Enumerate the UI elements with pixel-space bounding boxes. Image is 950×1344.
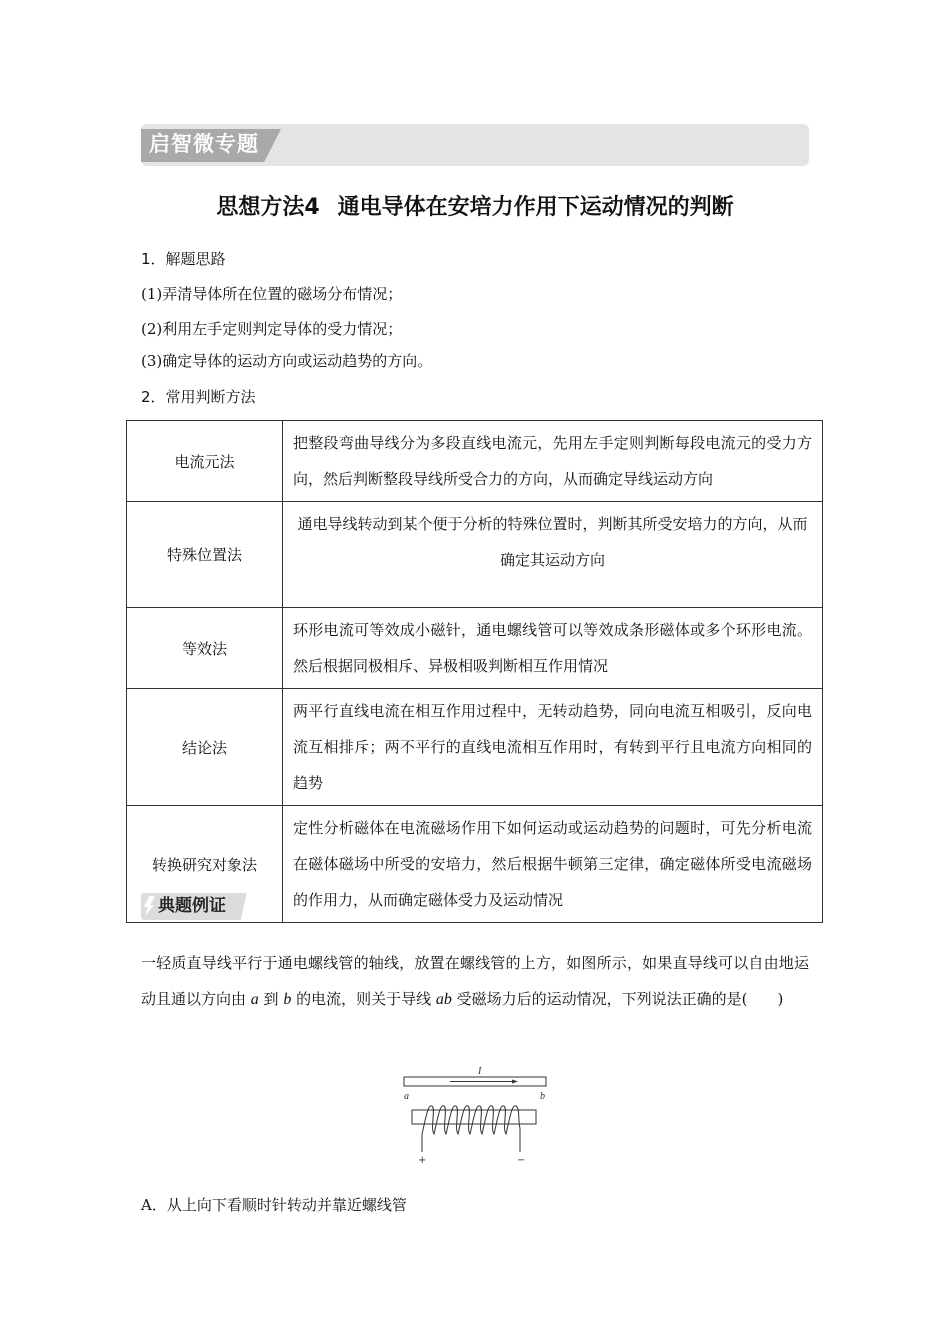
method-desc: 环形电流可等效成小磁针，通电螺线管可以等效成条形磁体或多个环形电流。然后根据同极相斥、异极相吸判断相互作用情况	[283, 608, 823, 689]
method-name: 特殊位置法	[127, 502, 283, 608]
methods-table	[126, 420, 823, 923]
method-desc: 定性分析磁体在电流磁场作用下如何运动或运动趋势的问题时，可先分析电流在磁体磁场中所受的安培力，然后根据牛顿第三定律，确定磁体所受电流磁场的作用力，从而确定磁体受力及运动情况	[283, 806, 823, 923]
question-text: 受磁场力后的运动情况，下列说法正确的是( )	[451, 990, 784, 1008]
solenoid-figure	[392, 1062, 562, 1167]
method-name: 等效法	[127, 608, 283, 689]
section1-item: (1)弄清导体所在位置的磁场分布情况；	[141, 285, 403, 303]
section2-heading: 2．常用判断方法	[141, 388, 256, 406]
section1-item: (2)利用左手定则判定导体的受力情况；	[141, 320, 403, 338]
method-desc: 通电导线转动到某个便于分析的特殊位置时，判断其所受安培力的方向，从而确定其运动方向	[283, 502, 823, 608]
example-question	[141, 945, 809, 1018]
method-name: 结论法	[127, 689, 283, 806]
section1-heading: 1．解题思路	[141, 250, 226, 268]
title-number: 思想方法4	[216, 195, 320, 220]
arrow-head-icon	[512, 1080, 518, 1084]
title-text: 通电导体在安培力作用下运动情况的判断	[337, 195, 734, 220]
table-row	[127, 502, 823, 608]
table-row	[127, 608, 823, 689]
question-text: 的电流，则关于导线	[291, 990, 436, 1008]
plus-label: +	[418, 1155, 427, 1166]
section1-item: (3)确定导体的运动方向或运动趋势的方向。	[141, 352, 433, 370]
example-badge	[141, 893, 247, 920]
method-desc: 把整段弯曲导线分为多段直线电流元，先用左手定则判断每段电流元的受力方向，然后判断整段导线所受合力的方向，从而确定导线运动方向	[283, 421, 823, 502]
page-title	[0, 193, 950, 223]
method-name: 转换研究对象法	[127, 806, 283, 923]
method-name: 电流元法	[127, 421, 283, 502]
var-a: a	[250, 991, 259, 1008]
end-a-label: a	[404, 1091, 409, 1102]
table-row	[127, 689, 823, 806]
current-label: I	[478, 1066, 482, 1077]
var-b: b	[283, 991, 292, 1008]
topic-banner	[141, 124, 809, 166]
minus-label: −	[517, 1155, 526, 1166]
option-a: A．从上向下看顺时针转动并靠近螺线管	[141, 1196, 407, 1214]
question-text: 一轻质直导线平行于通电螺线管的轴线，放置在螺线管的上方，如图所示，如果直导线可以自由地运动且通以方向由	[141, 954, 809, 1008]
end-b-label: b	[540, 1091, 545, 1102]
var-ab: ab	[435, 991, 452, 1008]
table-row	[127, 421, 823, 502]
example-badge-label: 典题例证	[158, 896, 226, 916]
banner-label: 启智微专题	[149, 131, 259, 156]
method-desc: 两平行直线电流在相互作用过程中，无转动趋势，同向电流互相吸引，反向电流互相排斥；两不平行的直线电流相互作用时，有转到平行且电流方向相同的趋势	[283, 689, 823, 806]
question-text: 到	[258, 990, 284, 1008]
